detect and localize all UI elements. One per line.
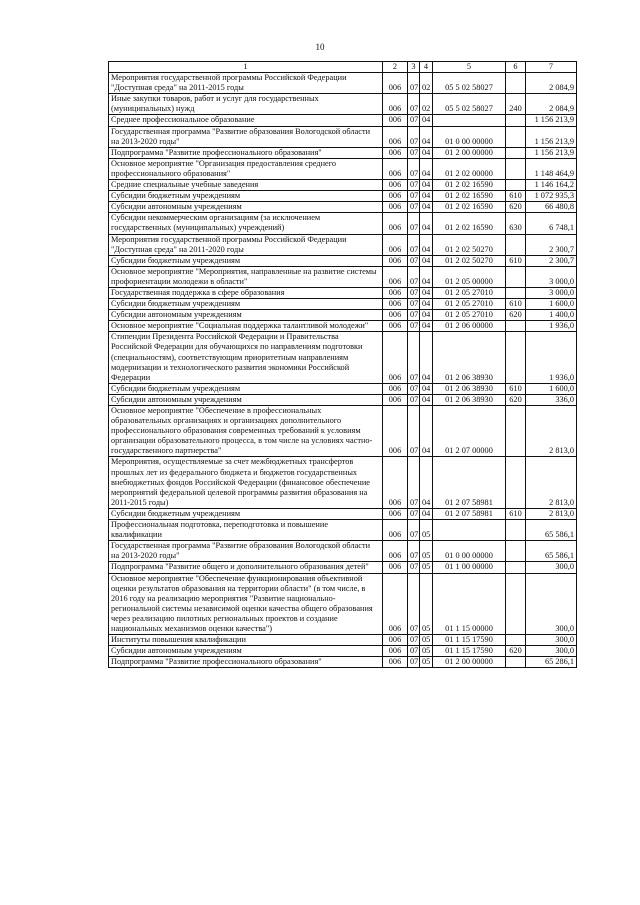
cell-name: Подпрограмма "Развитие профессионального образования" [109, 147, 383, 158]
cell-expense-type: 620 [506, 394, 526, 405]
cell-target-article: 05 5 02 58027 [433, 73, 506, 94]
cell-name: Институты повышения квалификации [109, 635, 383, 646]
table-row [109, 287, 577, 298]
cell-subsection: 05 [420, 541, 433, 562]
table-row [109, 383, 577, 394]
cell-amount: 300,0 [526, 646, 577, 657]
cell-amount: 2 084,9 [526, 94, 577, 115]
cell-name: Субсидии автономным учреждениям [109, 310, 383, 321]
cell-amount: 300,0 [526, 573, 577, 635]
cell-section: 07 [408, 635, 420, 646]
budget-table [108, 61, 577, 668]
cell-ministry-code: 006 [383, 657, 408, 668]
cell-ministry-code: 006 [383, 287, 408, 298]
cell-expense-type [506, 147, 526, 158]
cell-section: 07 [408, 115, 420, 126]
cell-amount: 300,0 [526, 635, 577, 646]
cell-expense-type [506, 321, 526, 332]
cell-subsection: 04 [420, 310, 433, 321]
cell-target-article: 01 0 00 00000 [433, 541, 506, 562]
table-row [109, 234, 577, 255]
cell-amount: 1 072 935,3 [526, 191, 577, 202]
cell-target-article: 01 2 02 16590 [433, 180, 506, 191]
cell-name: Субсидии бюджетным учреждениям [109, 508, 383, 519]
cell-name: Мероприятия государственной программы Российской Федерации "Доступная среда" на 2011-2020 годы [109, 234, 383, 255]
cell-amount: 65 586,1 [526, 520, 577, 541]
cell-target-article: 01 2 07 58981 [433, 457, 506, 508]
cell-ministry-code: 006 [383, 562, 408, 573]
cell-expense-type: 610 [506, 191, 526, 202]
cell-amount: 1 156 213,9 [526, 147, 577, 158]
cell-name: Основное мероприятие "Обеспечение функционирования объективной оценки результатов образования на территории области" (в том числе, в 2016 году на реализацию мероприятия "Развитие национально-региональной системы независимой оценки качества общего образования через реализацию пилотных региональных проектов и создание национальных механизмов оценки качества") [109, 573, 383, 635]
cell-ministry-code: 006 [383, 73, 408, 94]
cell-target-article: 01 2 06 38930 [433, 394, 506, 405]
cell-ministry-code: 006 [383, 520, 408, 541]
cell-amount: 1 148 464,9 [526, 158, 577, 179]
cell-name: Субсидии бюджетным учреждениям [109, 255, 383, 266]
cell-target-article: 01 2 06 00000 [433, 321, 506, 332]
cell-name: Субсидии некоммерческим организациям (за исключением государственных (муниципальных) учреждений) [109, 213, 383, 234]
cell-name: Государственная программа "Развитие образования Вологодской области на 2013-2020 годы" [109, 541, 383, 562]
cell-expense-type [506, 635, 526, 646]
cell-subsection: 04 [420, 406, 433, 457]
cell-target-article: 01 0 00 00000 [433, 126, 506, 147]
header-col-6: 6 [506, 62, 526, 73]
cell-amount: 1 600,0 [526, 299, 577, 310]
cell-target-article: 01 2 05 00000 [433, 266, 506, 287]
cell-ministry-code: 006 [383, 321, 408, 332]
cell-ministry-code: 006 [383, 180, 408, 191]
cell-target-article: 01 2 05 27010 [433, 310, 506, 321]
cell-amount: 1 400,0 [526, 310, 577, 321]
cell-ministry-code: 006 [383, 191, 408, 202]
cell-subsection: 04 [420, 394, 433, 405]
cell-section: 07 [408, 202, 420, 213]
header-col-7: 7 [526, 62, 577, 73]
cell-target-article: 01 2 05 27010 [433, 287, 506, 298]
cell-amount: 2 813,0 [526, 508, 577, 519]
cell-amount: 1 156 213,9 [526, 126, 577, 147]
cell-expense-type [506, 266, 526, 287]
cell-subsection: 05 [420, 646, 433, 657]
cell-name: Государственная программа "Развитие образования Вологодской области на 2013-2020 годы" [109, 126, 383, 147]
cell-section: 07 [408, 657, 420, 668]
cell-target-article: 01 1 15 00000 [433, 573, 506, 635]
cell-target-article: 01 2 00 00000 [433, 147, 506, 158]
cell-target-article [433, 115, 506, 126]
table-row [109, 520, 577, 541]
cell-subsection: 04 [420, 126, 433, 147]
cell-section: 07 [408, 73, 420, 94]
cell-name: Мероприятия, осуществляемые за счет межбюджетных трансфертов прошлых лет из федерального бюджета и бюджетов государственных внебюджетных фондов Российской Федерации (финансовое обеспечение мероприятий федеральной целевой программы развития образования на 2011-2015 годы) [109, 457, 383, 508]
cell-section: 07 [408, 321, 420, 332]
table-row [109, 508, 577, 519]
cell-target-article [433, 520, 506, 541]
cell-expense-type [506, 332, 526, 383]
cell-section: 07 [408, 562, 420, 573]
cell-amount: 3 000,0 [526, 287, 577, 298]
cell-amount: 2 300,7 [526, 255, 577, 266]
cell-ministry-code: 006 [383, 299, 408, 310]
table-row [109, 94, 577, 115]
cell-section: 07 [408, 508, 420, 519]
cell-target-article: 01 2 02 50270 [433, 234, 506, 255]
cell-section: 07 [408, 573, 420, 635]
cell-section: 07 [408, 255, 420, 266]
cell-section: 07 [408, 541, 420, 562]
table-row [109, 115, 577, 126]
cell-amount: 336,0 [526, 394, 577, 405]
cell-expense-type [506, 520, 526, 541]
cell-ministry-code: 006 [383, 115, 408, 126]
cell-subsection: 04 [420, 299, 433, 310]
cell-target-article: 01 2 06 38930 [433, 383, 506, 394]
cell-subsection: 04 [420, 202, 433, 213]
cell-subsection: 04 [420, 255, 433, 266]
table-body [109, 73, 577, 668]
cell-ministry-code: 006 [383, 508, 408, 519]
cell-section: 07 [408, 646, 420, 657]
cell-subsection: 04 [420, 191, 433, 202]
cell-name: Субсидии бюджетным учреждениям [109, 191, 383, 202]
cell-subsection: 04 [420, 234, 433, 255]
cell-amount: 65 286,1 [526, 657, 577, 668]
table-row [109, 457, 577, 508]
cell-name: Основное мероприятие "Обеспечение в профессиональных образовательных организациях и организациях дополнительного профессионального образования современных требований к условиям организации образовательного процесса, в том числе на условиях частно-государственного партнерства" [109, 406, 383, 457]
cell-ministry-code: 006 [383, 213, 408, 234]
cell-expense-type [506, 287, 526, 298]
cell-ministry-code: 006 [383, 126, 408, 147]
cell-subsection: 04 [420, 332, 433, 383]
cell-name: Среднее профессиональное образование [109, 115, 383, 126]
cell-expense-type: 630 [506, 213, 526, 234]
cell-subsection: 04 [420, 213, 433, 234]
table-header-row [109, 62, 577, 73]
cell-amount: 1 156 213,9 [526, 115, 577, 126]
page-number: 10 [315, 42, 325, 52]
cell-expense-type: 620 [506, 646, 526, 657]
cell-expense-type [506, 457, 526, 508]
cell-amount: 2 813,0 [526, 457, 577, 508]
cell-target-article: 01 2 02 16590 [433, 213, 506, 234]
table-row [109, 657, 577, 668]
cell-section: 07 [408, 234, 420, 255]
cell-section: 07 [408, 520, 420, 541]
cell-target-article: 01 1 15 17590 [433, 635, 506, 646]
cell-ministry-code: 006 [383, 457, 408, 508]
cell-expense-type [506, 562, 526, 573]
cell-subsection: 04 [420, 508, 433, 519]
cell-name: Основное мероприятие "Социальная поддержка талантливой молодежи" [109, 321, 383, 332]
cell-amount: 2 300,7 [526, 234, 577, 255]
cell-section: 07 [408, 266, 420, 287]
cell-expense-type [506, 234, 526, 255]
cell-expense-type: 620 [506, 310, 526, 321]
table-row [109, 73, 577, 94]
table-row [109, 147, 577, 158]
cell-subsection: 04 [420, 147, 433, 158]
cell-amount: 300,0 [526, 562, 577, 573]
cell-target-article: 01 2 02 00000 [433, 158, 506, 179]
cell-amount: 2 813,0 [526, 406, 577, 457]
cell-name: Иные закупки товаров, работ и услуг для государственных (муниципальных) нужд [109, 94, 383, 115]
cell-section: 07 [408, 457, 420, 508]
cell-subsection: 05 [420, 562, 433, 573]
cell-subsection: 02 [420, 94, 433, 115]
cell-name: Мероприятия государственной программы Российской Федерации "Доступная среда" на 2011-2015 годы [109, 73, 383, 94]
cell-expense-type [506, 657, 526, 668]
cell-subsection: 05 [420, 657, 433, 668]
cell-subsection: 04 [420, 457, 433, 508]
cell-subsection: 05 [420, 520, 433, 541]
table-row [109, 299, 577, 310]
cell-name: Субсидии бюджетным учреждениям [109, 299, 383, 310]
cell-name: Стипендии Президента Российской Федерации и Правительства Российской Федерации для обучающихся по направлениям подготовки (специальностям), соответствующим приоритетным направлениям модернизации и технологического развития экономики Российской Федерации [109, 332, 383, 383]
cell-name: Основное мероприятие "Организация предоставления среднего профессионального образования" [109, 158, 383, 179]
table-row [109, 213, 577, 234]
cell-section: 07 [408, 310, 420, 321]
cell-name: Средние специальные учебные заведения [109, 180, 383, 191]
cell-target-article: 01 1 00 00000 [433, 562, 506, 573]
header-col-3: 3 [408, 62, 420, 73]
cell-name: Подпрограмма "Развитие профессионального образования" [109, 657, 383, 668]
cell-expense-type: 620 [506, 202, 526, 213]
cell-target-article: 01 2 02 16590 [433, 191, 506, 202]
table-row [109, 541, 577, 562]
cell-name: Субсидии автономным учреждениям [109, 202, 383, 213]
cell-ministry-code: 006 [383, 147, 408, 158]
cell-expense-type [506, 115, 526, 126]
cell-ministry-code: 006 [383, 394, 408, 405]
cell-expense-type [506, 573, 526, 635]
table-row [109, 255, 577, 266]
cell-amount: 66 480,8 [526, 202, 577, 213]
cell-amount: 1 936,0 [526, 321, 577, 332]
cell-amount: 65 586,1 [526, 541, 577, 562]
cell-expense-type: 240 [506, 94, 526, 115]
table-row [109, 202, 577, 213]
cell-ministry-code: 006 [383, 573, 408, 635]
cell-ministry-code: 006 [383, 635, 408, 646]
table-row [109, 158, 577, 179]
cell-ministry-code: 006 [383, 332, 408, 383]
cell-subsection: 02 [420, 73, 433, 94]
cell-subsection: 05 [420, 635, 433, 646]
table-row [109, 562, 577, 573]
cell-expense-type [506, 73, 526, 94]
cell-subsection: 04 [420, 287, 433, 298]
cell-amount: 6 748,1 [526, 213, 577, 234]
cell-name: Основное мероприятие "Мероприятия, направленные на развитие системы профориентации молодежи в области" [109, 266, 383, 287]
cell-section: 07 [408, 158, 420, 179]
table-row [109, 406, 577, 457]
cell-section: 07 [408, 287, 420, 298]
cell-ministry-code: 006 [383, 406, 408, 457]
cell-expense-type: 610 [506, 508, 526, 519]
cell-subsection: 04 [420, 158, 433, 179]
cell-expense-type: 610 [506, 299, 526, 310]
table-row [109, 126, 577, 147]
cell-section: 07 [408, 406, 420, 457]
cell-section: 07 [408, 180, 420, 191]
cell-target-article: 01 2 07 00000 [433, 406, 506, 457]
table-row [109, 321, 577, 332]
cell-ministry-code: 006 [383, 266, 408, 287]
cell-ministry-code: 006 [383, 646, 408, 657]
cell-expense-type: 610 [506, 255, 526, 266]
cell-section: 07 [408, 332, 420, 383]
cell-subsection: 04 [420, 180, 433, 191]
cell-section: 07 [408, 191, 420, 202]
cell-name: Субсидии автономным учреждениям [109, 646, 383, 657]
cell-name: Профессиональная подготовка, переподготовка и повышение квалификации [109, 520, 383, 541]
cell-expense-type [506, 180, 526, 191]
cell-subsection: 05 [420, 573, 433, 635]
cell-expense-type [506, 158, 526, 179]
cell-expense-type [506, 126, 526, 147]
cell-ministry-code: 006 [383, 255, 408, 266]
cell-section: 07 [408, 299, 420, 310]
cell-section: 07 [408, 126, 420, 147]
cell-target-article: 05 5 02 58027 [433, 94, 506, 115]
header-col-5: 5 [433, 62, 506, 73]
cell-amount: 3 000,0 [526, 266, 577, 287]
cell-amount: 2 084,9 [526, 73, 577, 94]
table-row [109, 180, 577, 191]
cell-subsection: 04 [420, 383, 433, 394]
cell-target-article: 01 1 15 17590 [433, 646, 506, 657]
cell-section: 07 [408, 147, 420, 158]
cell-target-article: 01 2 00 00000 [433, 657, 506, 668]
cell-section: 07 [408, 94, 420, 115]
cell-amount: 1 936,0 [526, 332, 577, 383]
cell-ministry-code: 006 [383, 541, 408, 562]
cell-target-article: 01 2 02 16590 [433, 202, 506, 213]
cell-name: Государственная поддержка в сфере образования [109, 287, 383, 298]
cell-ministry-code: 006 [383, 202, 408, 213]
cell-amount: 1 146 164,2 [526, 180, 577, 191]
cell-subsection: 04 [420, 266, 433, 287]
table-row [109, 646, 577, 657]
table-row [109, 573, 577, 635]
cell-section: 07 [408, 213, 420, 234]
header-col-1: 1 [109, 62, 383, 73]
cell-expense-type [506, 406, 526, 457]
cell-ministry-code: 006 [383, 383, 408, 394]
table-row [109, 310, 577, 321]
cell-section: 07 [408, 383, 420, 394]
cell-ministry-code: 006 [383, 158, 408, 179]
cell-name: Субсидии автономным учреждениям [109, 394, 383, 405]
cell-ministry-code: 006 [383, 310, 408, 321]
cell-section: 07 [408, 394, 420, 405]
cell-expense-type: 610 [506, 383, 526, 394]
header-col-2: 2 [383, 62, 408, 73]
cell-expense-type [506, 541, 526, 562]
cell-target-article: 01 2 05 27010 [433, 299, 506, 310]
cell-name: Субсидии бюджетным учреждениям [109, 383, 383, 394]
cell-amount: 1 600,0 [526, 383, 577, 394]
table-row [109, 394, 577, 405]
table-row [109, 332, 577, 383]
header-col-4: 4 [420, 62, 433, 73]
cell-target-article: 01 2 02 50270 [433, 255, 506, 266]
cell-ministry-code: 006 [383, 234, 408, 255]
table-row [109, 191, 577, 202]
table-row [109, 635, 577, 646]
cell-target-article: 01 2 06 38930 [433, 332, 506, 383]
cell-subsection: 04 [420, 115, 433, 126]
table-row [109, 266, 577, 287]
cell-ministry-code: 006 [383, 94, 408, 115]
cell-name: Подпрограмма "Развитие общего и дополнительного образования детей" [109, 562, 383, 573]
cell-target-article: 01 2 07 58981 [433, 508, 506, 519]
cell-subsection: 04 [420, 321, 433, 332]
